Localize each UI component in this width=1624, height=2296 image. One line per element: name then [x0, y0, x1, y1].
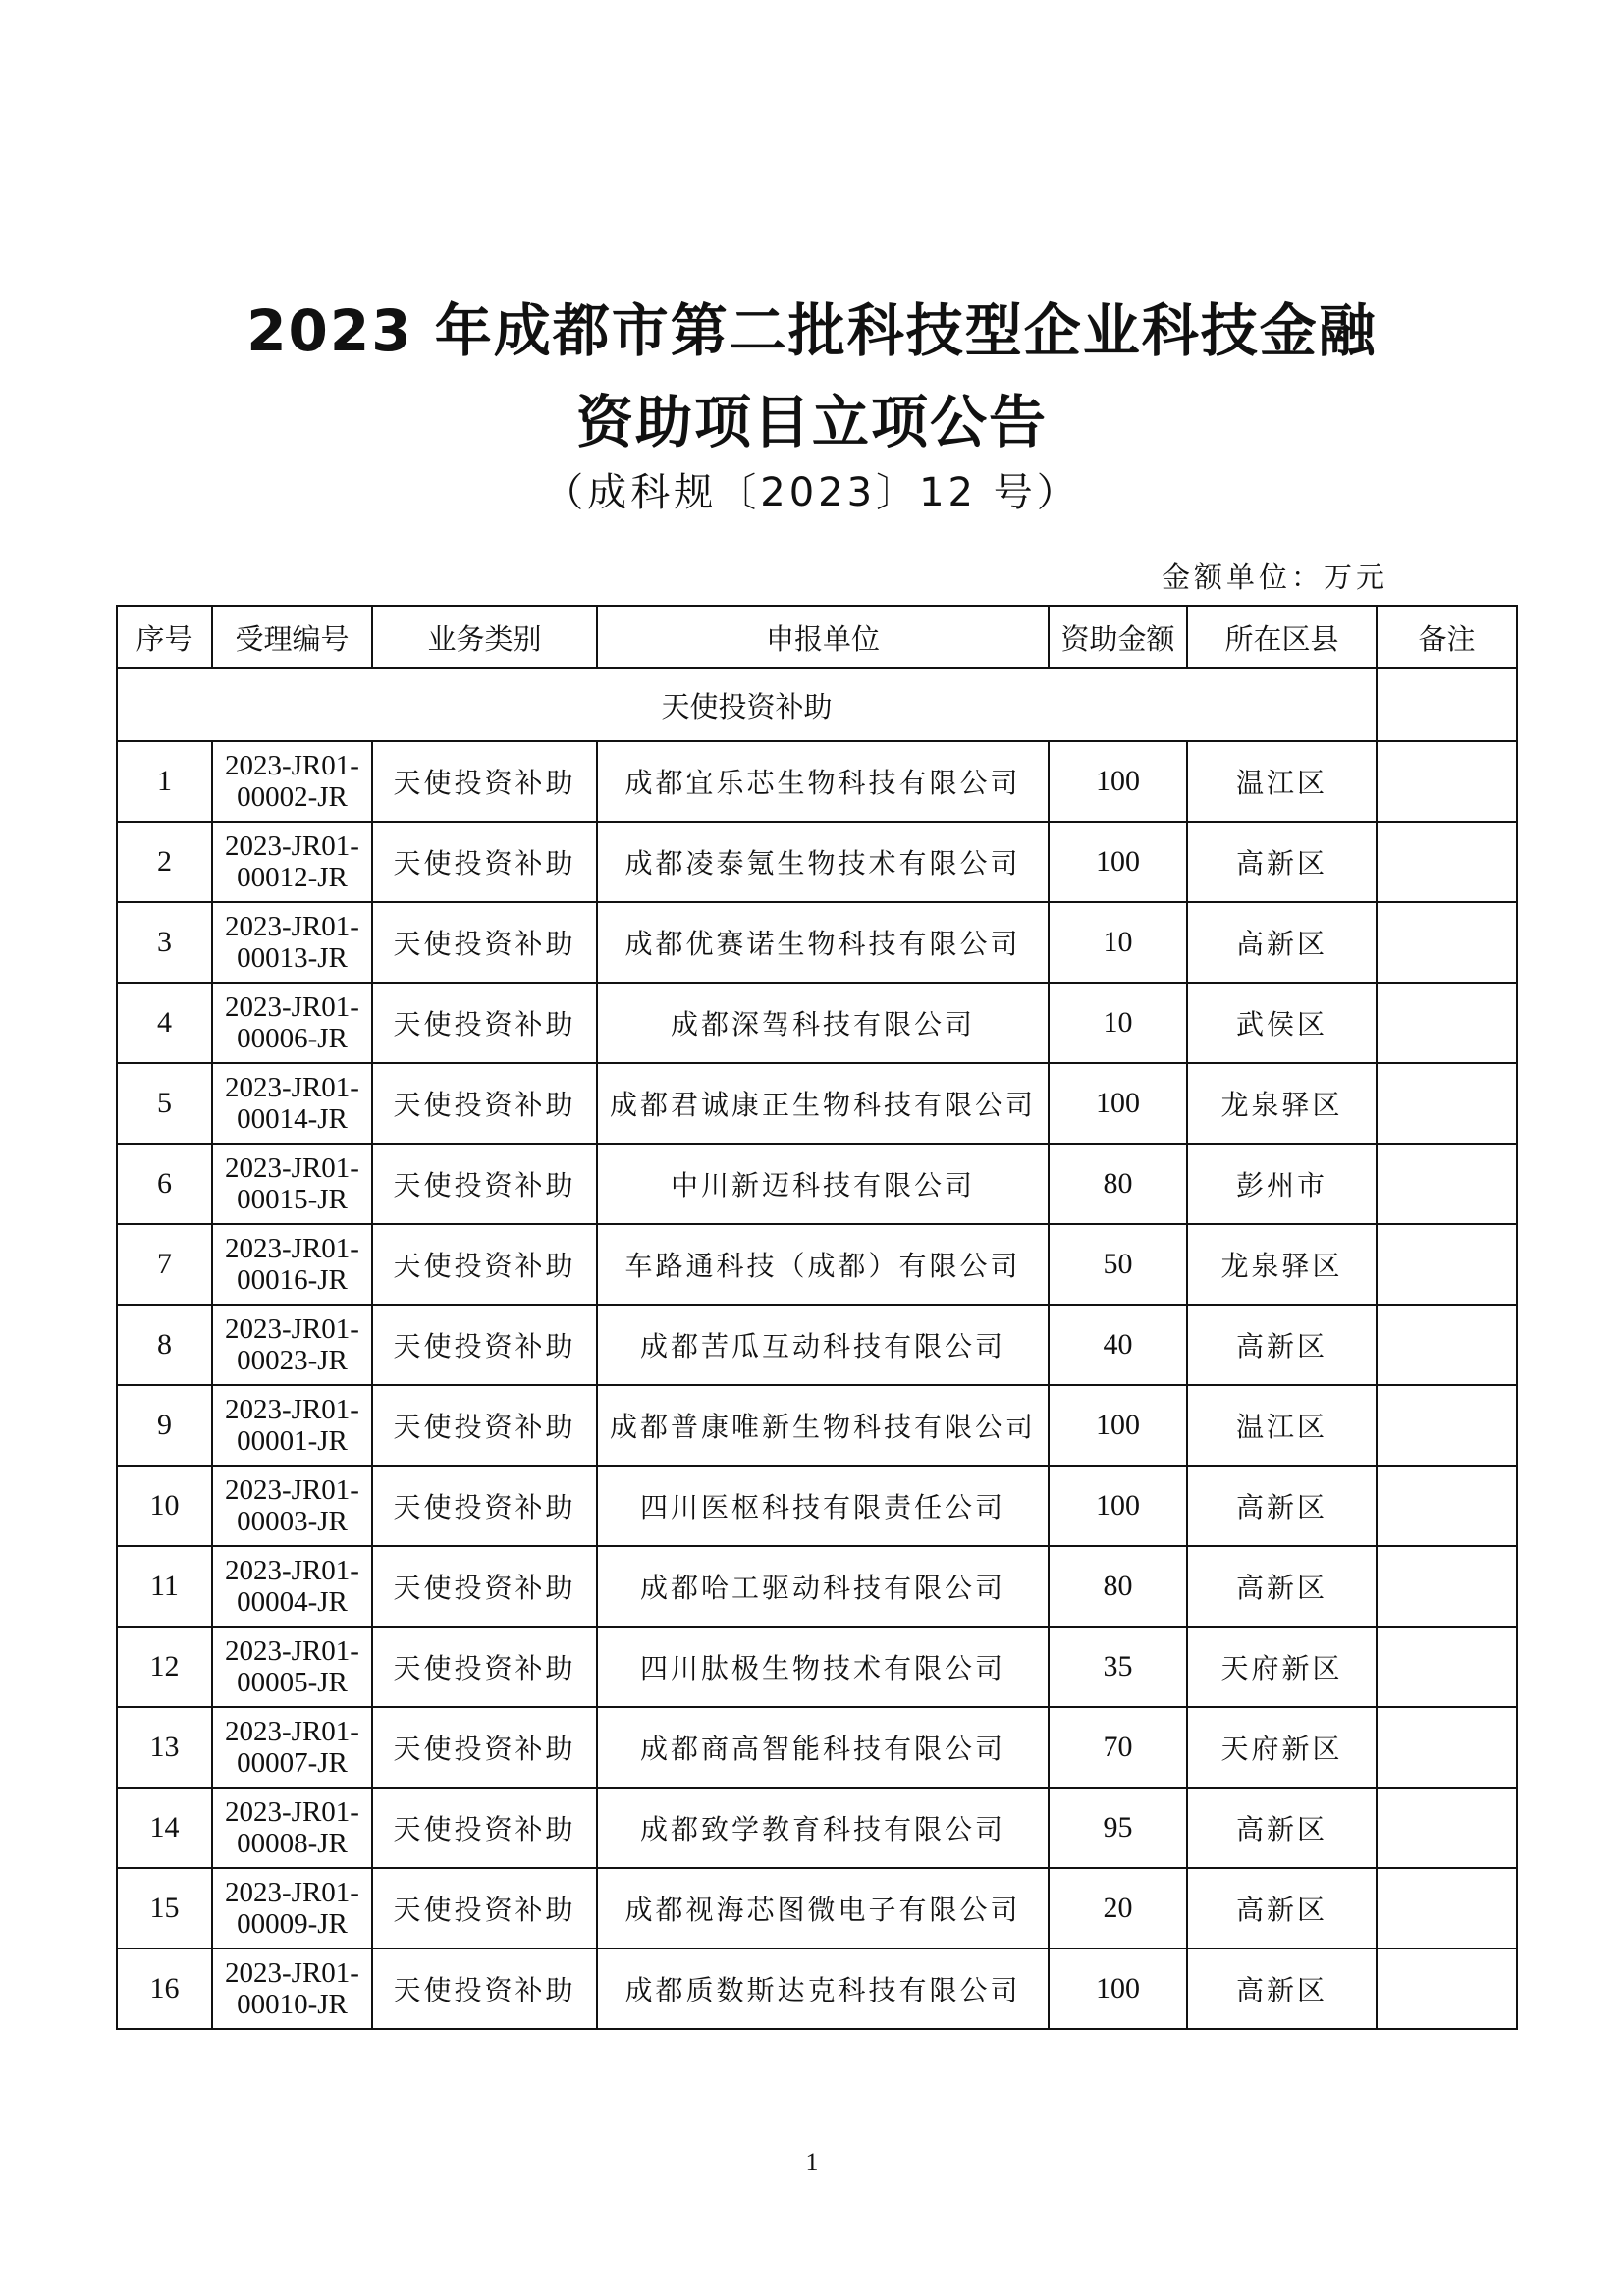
acceptance-code: [212, 1949, 372, 2029]
acceptance-code-part1: 2023-JR01-: [225, 1635, 359, 1667]
acceptance-code-part1: 2023-JR01-: [225, 1796, 359, 1828]
applicant-company: 成都致学教育科技有限公司: [597, 1788, 1049, 1868]
note: [1377, 1707, 1517, 1788]
note: [1377, 1385, 1517, 1466]
header-amount: 资助金额: [1049, 606, 1187, 668]
table-row: [117, 741, 1517, 822]
applicant-company: 成都质数斯达克科技有限公司: [597, 1949, 1049, 2029]
acceptance-code-part2: 00006-JR: [237, 1023, 348, 1054]
business-category: 天使投资补助: [372, 1144, 597, 1224]
acceptance-code: [212, 1466, 372, 1546]
acceptance-code: [212, 1305, 372, 1385]
acceptance-code: [212, 1546, 372, 1627]
header-no: 序号: [117, 606, 212, 668]
acceptance-code-part2: 00010-JR: [237, 1989, 348, 2020]
acceptance-code-part1: 2023-JR01-: [225, 1313, 359, 1345]
acceptance-code-part1: 2023-JR01-: [225, 1394, 359, 1425]
row-number: 3: [117, 902, 212, 983]
note: [1377, 1466, 1517, 1546]
row-number: 4: [117, 983, 212, 1063]
acceptance-code-part2: 00005-JR: [237, 1667, 348, 1698]
row-number: 2: [117, 822, 212, 902]
district: 龙泉驿区: [1187, 1063, 1377, 1144]
business-category: 天使投资补助: [372, 741, 597, 822]
business-category: 天使投资补助: [372, 1788, 597, 1868]
acceptance-code-part1: 2023-JR01-: [225, 1233, 359, 1264]
acceptance-code-part1: 2023-JR01-: [225, 991, 359, 1023]
acceptance-code-part2: 00003-JR: [237, 1506, 348, 1537]
acceptance-code-part1: 2023-JR01-: [225, 1957, 359, 1989]
note: [1377, 1063, 1517, 1144]
business-category: 天使投资补助: [372, 983, 597, 1063]
funding-amount: 100: [1049, 1466, 1187, 1546]
applicant-company: 四川肽极生物技术有限公司: [597, 1627, 1049, 1707]
business-category: 天使投资补助: [372, 1949, 597, 2029]
funding-amount: 80: [1049, 1546, 1187, 1627]
row-number: 16: [117, 1949, 212, 2029]
section-row: [117, 668, 1517, 741]
funding-amount: 100: [1049, 1063, 1187, 1144]
note: [1377, 741, 1517, 822]
business-category: 天使投资补助: [372, 902, 597, 983]
section-note-cell: [1377, 668, 1517, 741]
document-number: （成科规〔2023〕12 号）: [544, 470, 1080, 515]
note: [1377, 1949, 1517, 2029]
acceptance-code-part2: 00016-JR: [237, 1264, 348, 1296]
district: 高新区: [1187, 1949, 1377, 2029]
acceptance-code-part1: 2023-JR01-: [225, 1152, 359, 1184]
funding-amount: 10: [1049, 902, 1187, 983]
funding-amount: 100: [1049, 1949, 1187, 2029]
note: [1377, 822, 1517, 902]
acceptance-code-part2: 00015-JR: [237, 1184, 348, 1215]
applicant-company: 成都君诚康正生物科技有限公司: [597, 1063, 1049, 1144]
row-number: 8: [117, 1305, 212, 1385]
note: [1377, 1788, 1517, 1868]
note: [1377, 1546, 1517, 1627]
acceptance-code-part2: 00002-JR: [237, 781, 348, 813]
business-category: 天使投资补助: [372, 1385, 597, 1466]
district: 高新区: [1187, 1788, 1377, 1868]
funding-amount: 100: [1049, 1385, 1187, 1466]
business-category: 天使投资补助: [372, 1707, 597, 1788]
acceptance-code-part1: 2023-JR01-: [225, 1716, 359, 1747]
amount-unit-note: 金额单位：万元: [1161, 561, 1388, 594]
row-number: 7: [117, 1224, 212, 1305]
acceptance-code-part2: 00014-JR: [237, 1103, 348, 1135]
funding-amount: 80: [1049, 1144, 1187, 1224]
acceptance-code-part2: 00023-JR: [237, 1345, 348, 1376]
business-category: 天使投资补助: [372, 1546, 597, 1627]
table-row: [117, 1868, 1517, 1949]
note: [1377, 983, 1517, 1063]
applicant-company: 成都商高智能科技有限公司: [597, 1707, 1049, 1788]
acceptance-code-part1: 2023-JR01-: [225, 1072, 359, 1103]
district: 温江区: [1187, 741, 1377, 822]
acceptance-code: [212, 902, 372, 983]
applicant-company: 成都优赛诺生物科技有限公司: [597, 902, 1049, 983]
acceptance-code-part2: 00013-JR: [237, 942, 348, 974]
header-code: 受理编号: [212, 606, 372, 668]
acceptance-code: [212, 1707, 372, 1788]
business-category: 天使投资补助: [372, 1466, 597, 1546]
row-number: 5: [117, 1063, 212, 1144]
table-row: [117, 1788, 1517, 1868]
funding-table: [116, 605, 1518, 2030]
row-number: 1: [117, 741, 212, 822]
page-number: 1: [805, 2148, 819, 2176]
applicant-company: 成都苦瓜互动科技有限公司: [597, 1305, 1049, 1385]
funding-amount: 50: [1049, 1224, 1187, 1305]
funding-amount: 10: [1049, 983, 1187, 1063]
acceptance-code: [212, 983, 372, 1063]
acceptance-code: [212, 1788, 372, 1868]
acceptance-code: [212, 1385, 372, 1466]
funding-amount: 95: [1049, 1788, 1187, 1868]
district: 彭州市: [1187, 1144, 1377, 1224]
acceptance-code: [212, 822, 372, 902]
applicant-company: 四川医枢科技有限责任公司: [597, 1466, 1049, 1546]
row-number: 14: [117, 1788, 212, 1868]
note: [1377, 1868, 1517, 1949]
table-row: [117, 1707, 1517, 1788]
funding-amount: 20: [1049, 1868, 1187, 1949]
business-category: 天使投资补助: [372, 1627, 597, 1707]
applicant-company: 成都视海芯图微电子有限公司: [597, 1868, 1049, 1949]
district: 温江区: [1187, 1385, 1377, 1466]
acceptance-code-part2: 00012-JR: [237, 862, 348, 893]
acceptance-code: [212, 1868, 372, 1949]
funding-amount: 35: [1049, 1627, 1187, 1707]
table-row: [117, 1063, 1517, 1144]
district: 高新区: [1187, 1466, 1377, 1546]
table-row: [117, 822, 1517, 902]
document-title-line2: 资助项目立项公告: [575, 389, 1048, 455]
district: 龙泉驿区: [1187, 1224, 1377, 1305]
header-company: 申报单位: [597, 606, 1049, 668]
acceptance-code-part1: 2023-JR01-: [225, 1555, 359, 1586]
row-number: 15: [117, 1868, 212, 1949]
acceptance-code: [212, 1627, 372, 1707]
business-category: 天使投资补助: [372, 1224, 597, 1305]
acceptance-code: [212, 741, 372, 822]
table-row: [117, 902, 1517, 983]
acceptance-code-part1: 2023-JR01-: [225, 750, 359, 781]
acceptance-code-part1: 2023-JR01-: [225, 830, 359, 862]
row-number: 13: [117, 1707, 212, 1788]
business-category: 天使投资补助: [372, 1063, 597, 1144]
funding-amount: 40: [1049, 1305, 1187, 1385]
header-district: 所在区县: [1187, 606, 1377, 668]
row-number: 11: [117, 1546, 212, 1627]
applicant-company: 成都宜乐芯生物科技有限公司: [597, 741, 1049, 822]
district: 高新区: [1187, 1546, 1377, 1627]
acceptance-code-part1: 2023-JR01-: [225, 911, 359, 942]
row-number: 12: [117, 1627, 212, 1707]
acceptance-code-part2: 00004-JR: [237, 1586, 348, 1618]
funding-amount: 70: [1049, 1707, 1187, 1788]
note: [1377, 1144, 1517, 1224]
applicant-company: 成都普康唯新生物科技有限公司: [597, 1385, 1049, 1466]
table-row: [117, 1305, 1517, 1385]
business-category: 天使投资补助: [372, 1868, 597, 1949]
acceptance-code: [212, 1224, 372, 1305]
acceptance-code-part2: 00008-JR: [237, 1828, 348, 1859]
row-number: 9: [117, 1385, 212, 1466]
acceptance-code-part1: 2023-JR01-: [225, 1474, 359, 1506]
applicant-company: 车路通科技（成都）有限公司: [597, 1224, 1049, 1305]
district: 武侯区: [1187, 983, 1377, 1063]
business-category: 天使投资补助: [372, 822, 597, 902]
business-category: 天使投资补助: [372, 1305, 597, 1385]
note: [1377, 1224, 1517, 1305]
district: 高新区: [1187, 822, 1377, 902]
document-title-line1: 2023 年成都市第二批科技型企业科技金融: [246, 297, 1378, 364]
table-row: [117, 1627, 1517, 1707]
district: 高新区: [1187, 1305, 1377, 1385]
acceptance-code: [212, 1063, 372, 1144]
note: [1377, 1305, 1517, 1385]
applicant-company: 中川新迈科技有限公司: [597, 1144, 1049, 1224]
table-row: [117, 1144, 1517, 1224]
acceptance-code-part2: 00001-JR: [237, 1425, 348, 1457]
funding-amount: 100: [1049, 741, 1187, 822]
header-category: 业务类别: [372, 606, 597, 668]
district: 天府新区: [1187, 1627, 1377, 1707]
district: 高新区: [1187, 1868, 1377, 1949]
table-row: [117, 1466, 1517, 1546]
acceptance-code-part2: 00009-JR: [237, 1908, 348, 1940]
acceptance-code-part1: 2023-JR01-: [225, 1877, 359, 1908]
table-row: [117, 1224, 1517, 1305]
table-header-row: [117, 606, 1517, 668]
row-number: 6: [117, 1144, 212, 1224]
applicant-company: 成都深驾科技有限公司: [597, 983, 1049, 1063]
table-row: [117, 1385, 1517, 1466]
section-label: 天使投资补助: [117, 668, 1377, 741]
table-row: [117, 1546, 1517, 1627]
district: 高新区: [1187, 902, 1377, 983]
header-note: 备注: [1377, 606, 1517, 668]
row-number: 10: [117, 1466, 212, 1546]
applicant-company: 成都凌泰氪生物技术有限公司: [597, 822, 1049, 902]
note: [1377, 1627, 1517, 1707]
note: [1377, 902, 1517, 983]
acceptance-code: [212, 1144, 372, 1224]
table-row: [117, 1949, 1517, 2029]
district: 天府新区: [1187, 1707, 1377, 1788]
acceptance-code-part2: 00007-JR: [237, 1747, 348, 1779]
applicant-company: 成都哈工驱动科技有限公司: [597, 1546, 1049, 1627]
funding-amount: 100: [1049, 822, 1187, 902]
table-row: [117, 983, 1517, 1063]
